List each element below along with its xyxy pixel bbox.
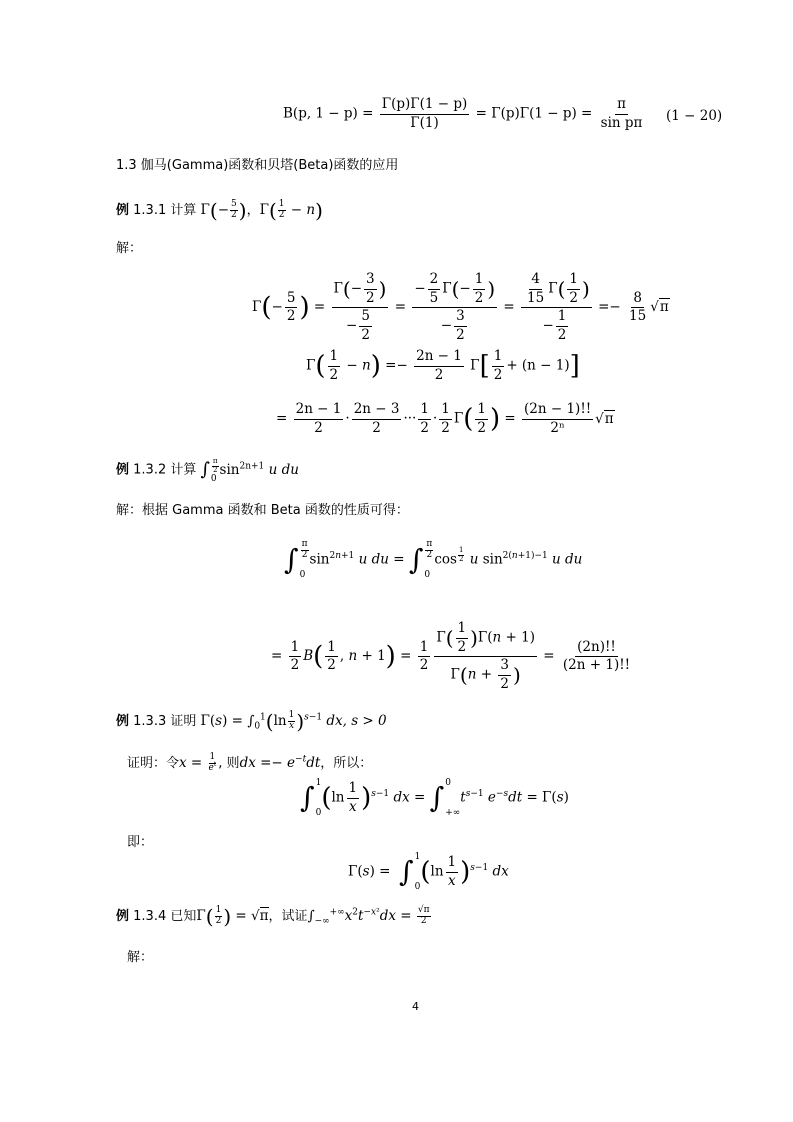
example-label: 例 (116, 203, 130, 218)
example-2-solution: 解：根据 Gamma 函数和 Beta 函数的性质可得： (116, 503, 409, 518)
eq-lhs: B(p, 1 − p) = (283, 105, 374, 122)
solution-label-1: 解： (116, 241, 143, 256)
example-3-expr: $\Gamma(s) = \int_0^1(\ln$ $\frac{1}{x}$ )$^{s-1}$ dx, s > 0 (200, 709, 387, 734)
example-3-equation-1: ∫ 1 0 (ln $\frac{1}{x}$ )$^{s-1}$ dx = ∫ 0 +∞ $t^{s-1}$ $e^{-s}dt = \Gamma(s)$ (300, 778, 569, 818)
eq-fraction-2: $\frac{\pi}{\text{sin pπ}}$ (600, 96, 643, 131)
example-1-equation-2: Γ( $\frac{1}{2}$ − n) =− $\frac{2n - 1}{2}$ Γ[ $\frac{1}{2}$ + (n − 1)] (306, 348, 580, 383)
example-3-proof: 证明：令x = $\frac{1}{e^t}$ , 则dx =− $e^{-t}dt$，所以： (127, 752, 373, 773)
example-2-header: 例 1.3.2 计算 ∫ $\frac{\pi}{2}$ 0 $\sin^{2n+1} u$ du (116, 457, 299, 485)
example-1-equation-3: = $\frac{2n - 1}{2}$ · $\frac{2n - 3}{2}$ ··· $\frac{1}{2}$ · $\frac{1}{2}$ Γ( $\frac{1}{2}$ ) = $\frac{(2n - 1)!!}{\text{2ⁿ}}$ √π (276, 401, 614, 436)
equation-1-20 (283, 97, 646, 131)
eq-mid: = Γ(p)Γ(1 − p) = (475, 105, 593, 122)
page-number: 4 (412, 1000, 419, 1013)
eq-fraction-1: $\frac{\Gamma(p)\Gamma(1 - p)}{\Gamma(1)}$ (381, 96, 468, 131)
example-3-header: 例 1.3.3 证明 $\Gamma(s) = \int_0^1(\ln$ $\frac{1}{x}$ )$^{s-1}$ dx, s > 0 (116, 709, 387, 734)
equation-number: (1 − 20) (666, 108, 723, 124)
example-3-ji: 即： (127, 835, 154, 850)
example-4-solution-label: 解： (127, 950, 154, 965)
example-expr-a: Γ(− $\frac{5}{2}$ ) (200, 198, 247, 223)
example-expr-b: Γ( $\frac{1}{2}$ − n) (259, 198, 323, 223)
example-2-equation-2: = $\frac{1}{2}$ B( $\frac{1}{2}$ , n + 1) = $\frac{1}{2}$ Γ( $\frac{1}{2}$ )Γ(n + 1) Γ(n + $\frac{3}{2}$ ) = $\frac{(2n)!!}{(2n + 1)!!}$ (271, 620, 631, 692)
section-heading: 1.3 伽马(Gamma)函数和贝塔(Beta)函数的应用 (116, 158, 399, 173)
example-2-integral: ∫ $\frac{\pi}{2}$ 0 $\sin^{2n+1} u$ du (200, 457, 299, 485)
example-3-equation-2: Γ(s) = ∫ 1 0 (ln $\frac{1}{x}$ )$^{s-1}$ dx (348, 852, 509, 892)
example-4-header: 例 1.3.4 已知Γ( $\frac{1}{2}$ ) = √π，试证$\int_{-\infty}^{+\infty}x^2t^{-x^2}dx$ = $\frac{√\pi}{2}$ (116, 904, 430, 929)
example-number: 1.3.1 (133, 203, 167, 218)
example-1-equation-1: Γ(− $\frac{5}{2}$ ) = Γ(− $\frac{3}{2}$ ) − $\frac{5}{2}$ = − $\frac{2}{5}$ Γ(− $\frac{1}{2}$ ) − $\frac{3}{2}$ = $\frac{4}{15}$ Γ( $\frac{1}{2}$ ) − $\frac{1}{2}$ =− $\frac{8}{15}$ √π (252, 271, 669, 343)
example-2-equation-1: ∫ $\frac{\pi}{2}$ 0 $\sin^{2n+1} u$ du = ∫ $\frac{\pi}{2}$ 0 cos $^{\frac{1}{2}}$ u $\sin^{2(n+1)-1} u$ du (284, 539, 583, 580)
example-text: 计算 (170, 203, 197, 218)
example-1-header: 例 1.3.1 计算 Γ(− $\frac{5}{2}$ )，Γ( $\frac{1}{2}$ − n) (116, 198, 323, 223)
